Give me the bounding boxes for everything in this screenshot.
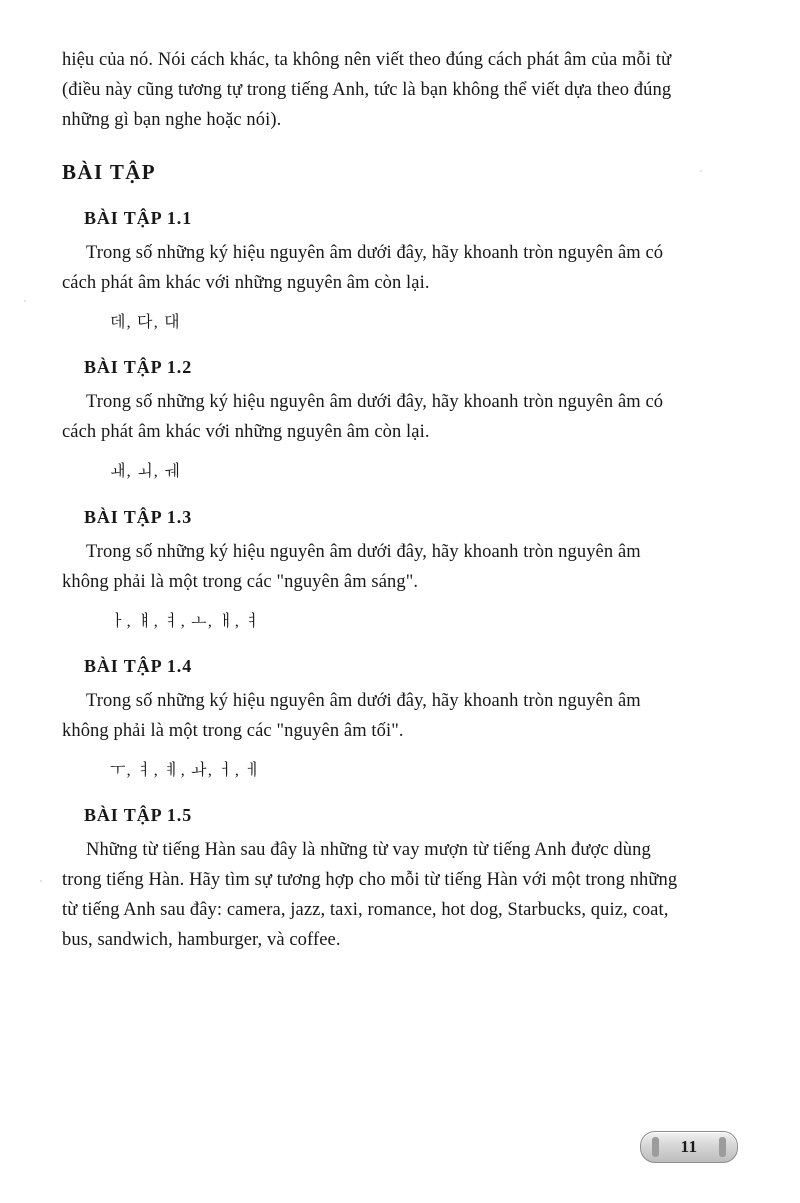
paper-speck [40, 880, 42, 882]
exercise-1-2 [62, 357, 738, 483]
exercise-body [62, 836, 738, 956]
paper-speck [700, 170, 702, 172]
exercise-items: ㅏ, ㅒ, ㅕ, ㅗ, ㅐ, ㅕ [110, 612, 262, 630]
section-title: BÀI TẬP [62, 159, 157, 184]
exercise-line: Trong số những ký hiệu nguyên âm dưới đây, hãy khoanh tròn nguyên âm [86, 690, 641, 711]
exercise-line: Trong số những ký hiệu nguyên âm dưới đây, hãy khoanh tròn nguyên âm có [86, 242, 664, 263]
exercise-body [62, 687, 738, 747]
exercise-line: không phải là một trong các "nguyên âm sáng". [62, 571, 419, 592]
exercise-body [62, 538, 738, 598]
exercise-title: BÀI TẬP 1.2 [84, 357, 193, 378]
exercise-line: Trong số những ký hiệu nguyên âm dưới đây, hãy khoanh tròn nguyên âm có [86, 392, 664, 413]
paper-speck [24, 300, 26, 302]
page-number-tab [640, 1131, 738, 1163]
exercise-line: bus, sandwich, hamburger, và coffee. [62, 930, 341, 951]
exercise-1-1 [62, 208, 738, 334]
exercise-line: cách phát âm khác với những nguyên âm còn lại. [62, 422, 430, 443]
exercise-body [62, 388, 738, 448]
exercise-title: BÀI TẬP 1.3 [84, 506, 193, 527]
exercise-line: Trong số những ký hiệu nguyên âm dưới đây, hãy khoanh tròn nguyên âm [86, 541, 641, 562]
exercise-1-3 [62, 507, 738, 633]
exercise-line: không phải là một trong các "nguyên âm tối". [62, 720, 404, 741]
exercise-title: BÀI TẬP 1.4 [84, 655, 193, 676]
intro-paragraph [62, 46, 738, 136]
exercise-line: cách phát âm khác với những nguyên âm còn lại. [62, 272, 430, 293]
exercise-items: ㅜ, ㅕ, ㅖ, ㅘ, ㅓ, ㅔ [110, 761, 262, 779]
exercise-1-5 [62, 805, 738, 956]
page-number: 11 [680, 1137, 698, 1156]
exercise-line: trong tiếng Hàn. Hãy tìm sự tương hợp cho mỗi từ tiếng Hàn với một trong những [62, 870, 678, 891]
exercise-body [62, 239, 738, 299]
exercise-items: 데, 다, 대 [110, 313, 181, 331]
exercise-title: BÀI TẬP 1.1 [84, 207, 193, 228]
exercise-line: từ tiếng Anh sau đây: camera, jazz, taxi, romance, hot dog, Starbucks, quiz, coat, [62, 900, 669, 921]
intro-line: những gì bạn nghe hoặc nói). [62, 109, 282, 130]
intro-line: hiệu của nó. Nói cách khác, ta không nên viết theo đúng cách phát âm của mỗi từ [62, 50, 672, 70]
exercise-line: Những từ tiếng Hàn sau đây là những từ vay mượn từ tiếng Anh được dùng [86, 840, 651, 861]
page-footer [0, 1129, 800, 1163]
exercise-items: ㅙ, ㅚ, ㅞ [110, 463, 181, 481]
exercise-title: BÀI TẬP 1.5 [84, 805, 193, 826]
exercise-1-4 [62, 656, 738, 782]
intro-line: (điều này cũng tương tự trong tiếng Anh, tức là bạn không thể viết dựa theo đúng [62, 79, 672, 100]
